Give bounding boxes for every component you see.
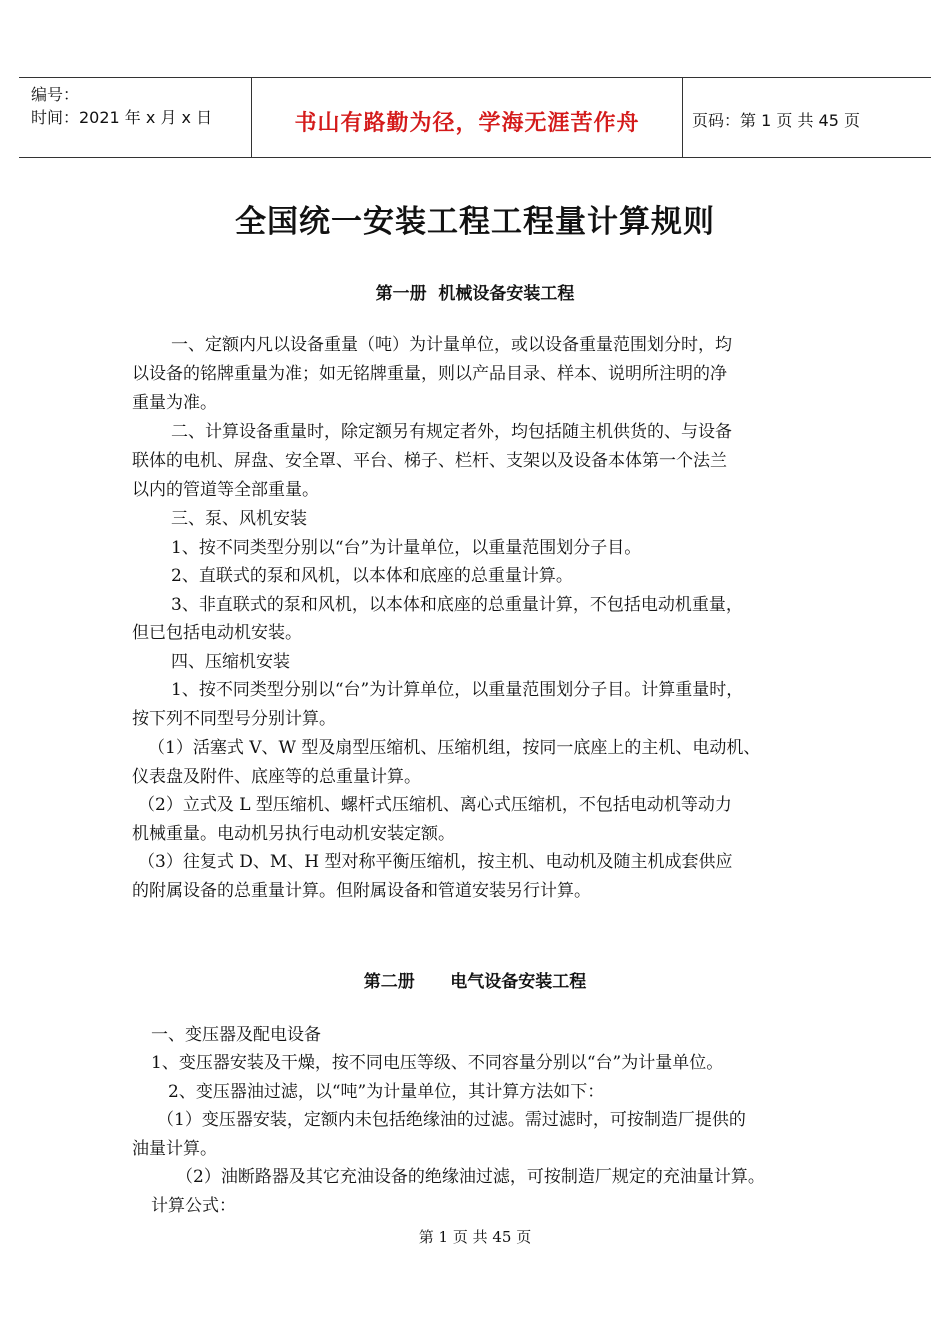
paragraph-line: （2）油断路器及其它充油设备的绝缘油过滤，可按制造厂规定的充油量计算。 [176, 1167, 765, 1187]
paragraph-line: 的附属设备的总重量计算。但附属设备和管道安装另行计算。 [132, 881, 591, 901]
paragraph-line: 2、变压器油过滤，以“吨”为计量单位，其计算方法如下： [168, 1082, 605, 1102]
section1-heading: 第一册 机械设备安装工程 [375, 284, 575, 304]
paragraph-line: 但已包括电动机安装。 [132, 623, 302, 643]
paragraph-line: 1、变压器安装及干燥，按不同电压等级、不同容量分别以“台”为计量单位。 [151, 1053, 724, 1073]
paragraph-line: 三、泵、风机安装 [171, 509, 307, 529]
doc-number-label: 编号： [31, 85, 80, 104]
doc-time-label: 时间：2021 年 x 月 x 日 [31, 108, 213, 127]
header-table [19, 77, 931, 158]
paragraph-line: （2）立式及 L 型压缩机、螺杆式压缩机、离心式压缩机，不包括电动机等动力 [138, 795, 732, 815]
paragraph-line: 按下列不同型号分别计算。 [132, 709, 336, 729]
paragraph-line: 1、按不同类型分别以“台”为计算单位，以重量范围划分子目。计算重量时， [171, 680, 744, 700]
paragraph-line: 机械重量。电动机另执行电动机安装定额。 [132, 824, 455, 844]
header-page-cell [682, 78, 931, 157]
paragraph-line: 一、定额内凡以设备重量（吨）为计量单位，或以设备重量范围划分时，均 [171, 335, 732, 355]
paragraph-line: 重量为准。 [132, 393, 217, 413]
paragraph-line: 3、非直联式的泵和风机，以本体和底座的总重量计算，不包括电动机重量， [171, 595, 743, 615]
paragraph-line: （1）变压器安装，定额内未包括绝缘油的过滤。需过滤时，可按制造厂提供的 [157, 1110, 746, 1130]
paragraph-line: 四、压缩机安装 [171, 652, 290, 672]
paragraph-line: 二、计算设备重量时，除定额另有规定者外，均包括随主机供货的、与设备 [171, 422, 732, 442]
paragraph-line: 一、变压器及配电设备 [151, 1025, 321, 1045]
paragraph-line: （3）往复式 D、M、H 型对称平衡压缩机，按主机、电动机及随主机成套供应 [138, 852, 733, 872]
paragraph-line: 以内的管道等全部重量。 [132, 480, 319, 500]
paragraph-line: 2、直联式的泵和风机，以本体和底座的总重量计算。 [171, 566, 573, 586]
paragraph-line: 以设备的铭牌重量为准；如无铭牌重量，则以产品目录、样本、说明所注明的净 [132, 364, 727, 384]
page-footer: 第 1 页 共 45 页 [418, 1228, 532, 1246]
paragraph-line: 1、按不同类型分别以“台”为计量单位，以重量范围划分子目。 [171, 538, 642, 558]
section2-heading: 第二册 电气设备安装工程 [363, 972, 587, 992]
paragraph-line: 油量计算。 [132, 1139, 217, 1159]
paragraph-line: （1）活塞式 V、W 型及扇型压缩机、压缩机组，按同一底座上的主机、电动机、 [148, 738, 761, 758]
paragraph-line: 计算公式： [151, 1196, 236, 1216]
motto-text: 书山有路勤为径，学海无涯苦作舟 [294, 111, 640, 136]
paragraph-line: 联体的电机、屏盘、安全罩、平台、梯子、栏杆、支架以及设备本体第一个法兰 [132, 451, 727, 471]
paragraph-line: 仪表盘及附件、底座等的总重量计算。 [132, 767, 421, 787]
page-code: 页码：第 1 页 共 45 页 [692, 111, 860, 130]
header-meta-cell [19, 78, 251, 157]
header-motto-cell [251, 78, 683, 157]
document-title: 全国统一安装工程工程量计算规则 [235, 204, 715, 240]
